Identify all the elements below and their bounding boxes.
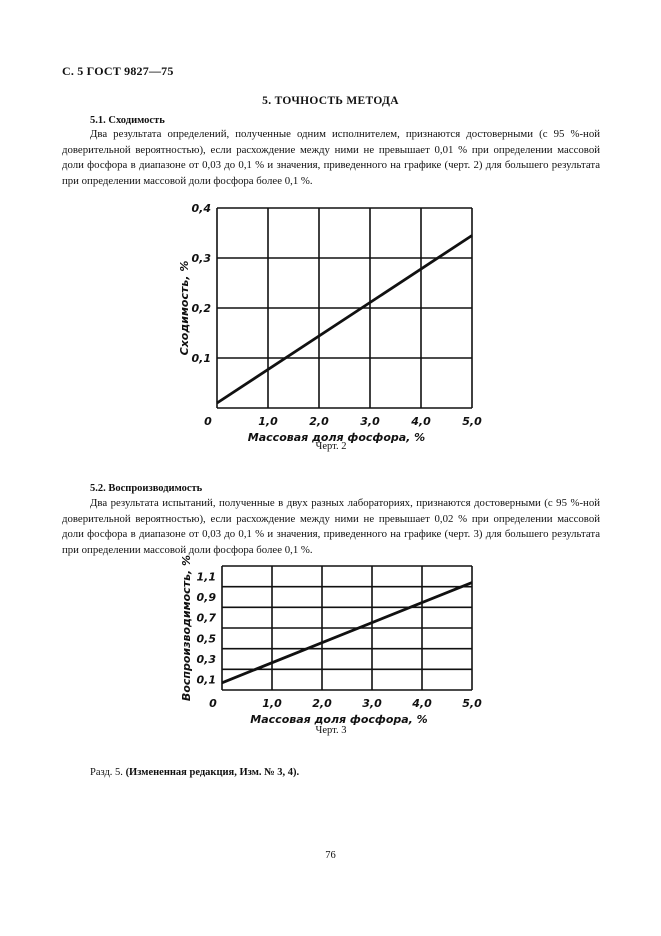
y-tick-label-2: 0,5 <box>196 632 216 646</box>
x-axis-label: Массовая доля фосфора, % <box>250 713 428 726</box>
y-tick-label-1: 0,3 <box>196 653 216 666</box>
y-axis-label: Сходимость, % <box>178 260 191 356</box>
subsection-title-convergence: 5.1. Сходимость <box>90 115 165 126</box>
amendment-note-bold: (Измененная редакция, Изм. № 3, 4). <box>125 767 300 778</box>
y-tick-label-5: 1,1 <box>196 570 216 584</box>
y-tick-label-3: 0,4 <box>191 202 211 215</box>
chart-reproducibility <box>170 554 490 726</box>
x-tick-label-0: 0 <box>209 697 217 710</box>
x-tick-label-5: 5,0 <box>462 697 482 710</box>
subsection-title-reproducibility: 5.2. Воспроизводимость <box>90 483 203 494</box>
paragraph-convergence: Два результата определений, полученные одним исполнителем, признаются достоверными (с 95 %-ной доверительной вероятностью), если расхождение между ними не превышает 0,01 % при определении массовой доли фосфора в диапазоне от 0,03 до 0,1 % и значения, приведенного на графике (черт. 2) для большего результата при определении массовой доли фосфора более 0,1 %. <box>62 128 600 187</box>
x-tick-label-2: 2,0 <box>309 415 329 428</box>
y-tick-label-1: 0,2 <box>191 302 211 315</box>
chart-caption-2: Черт. 2 <box>315 441 347 452</box>
y-tick-label-2: 0,3 <box>191 252 211 265</box>
x-tick-label-2: 2,0 <box>312 697 332 710</box>
x-tick-label-3: 3,0 <box>360 415 380 428</box>
y-tick-label-4: 0,9 <box>196 591 216 604</box>
y-axis-label: Воспроизводимость, % <box>180 554 193 702</box>
x-tick-label-5: 5,0 <box>462 415 482 428</box>
page-number: 76 <box>325 850 336 861</box>
paragraph-reproducibility: Два результата испытаний, полученные в двух разных лабораториях, признаются достоверными (с 95 %-ной доверительной вероятностью), если расхождение между ними не превышает 0,02 % при определении массовой доли фосфора в диапазоне от 0,03 до 0,1 % и значения, приведенного на графике (черт. 3) для большего результата при определении массовой доли фосфора более 0,1 %. <box>62 497 600 556</box>
amendment-note-prefix: Разд. 5. <box>90 767 126 778</box>
y-tick-label-0: 0,1 <box>191 352 211 365</box>
x-tick-label-4: 4,0 <box>412 697 432 710</box>
x-tick-label-3: 3,0 <box>362 697 382 710</box>
page-header: С. 5 ГОСТ 9827—75 <box>62 64 174 78</box>
y-tick-label-3: 0,7 <box>196 611 216 625</box>
y-tick-label-0: 0,1 <box>196 673 216 687</box>
x-tick-label-4: 4,0 <box>411 415 431 428</box>
chart-caption-3: Черт. 3 <box>315 725 347 736</box>
series-line-0 <box>217 236 472 404</box>
section-title: 5. ТОЧНОСТЬ МЕТОДА <box>262 95 399 107</box>
amendment-note <box>90 767 299 778</box>
x-tick-label-0: 0 <box>204 415 212 428</box>
x-axis-label: Массовая доля фосфора, % <box>247 431 426 444</box>
x-tick-label-1: 1,0 <box>258 415 278 428</box>
series-line-0 <box>222 583 472 683</box>
x-tick-label-1: 1,0 <box>262 697 282 710</box>
chart-convergence <box>170 196 490 444</box>
